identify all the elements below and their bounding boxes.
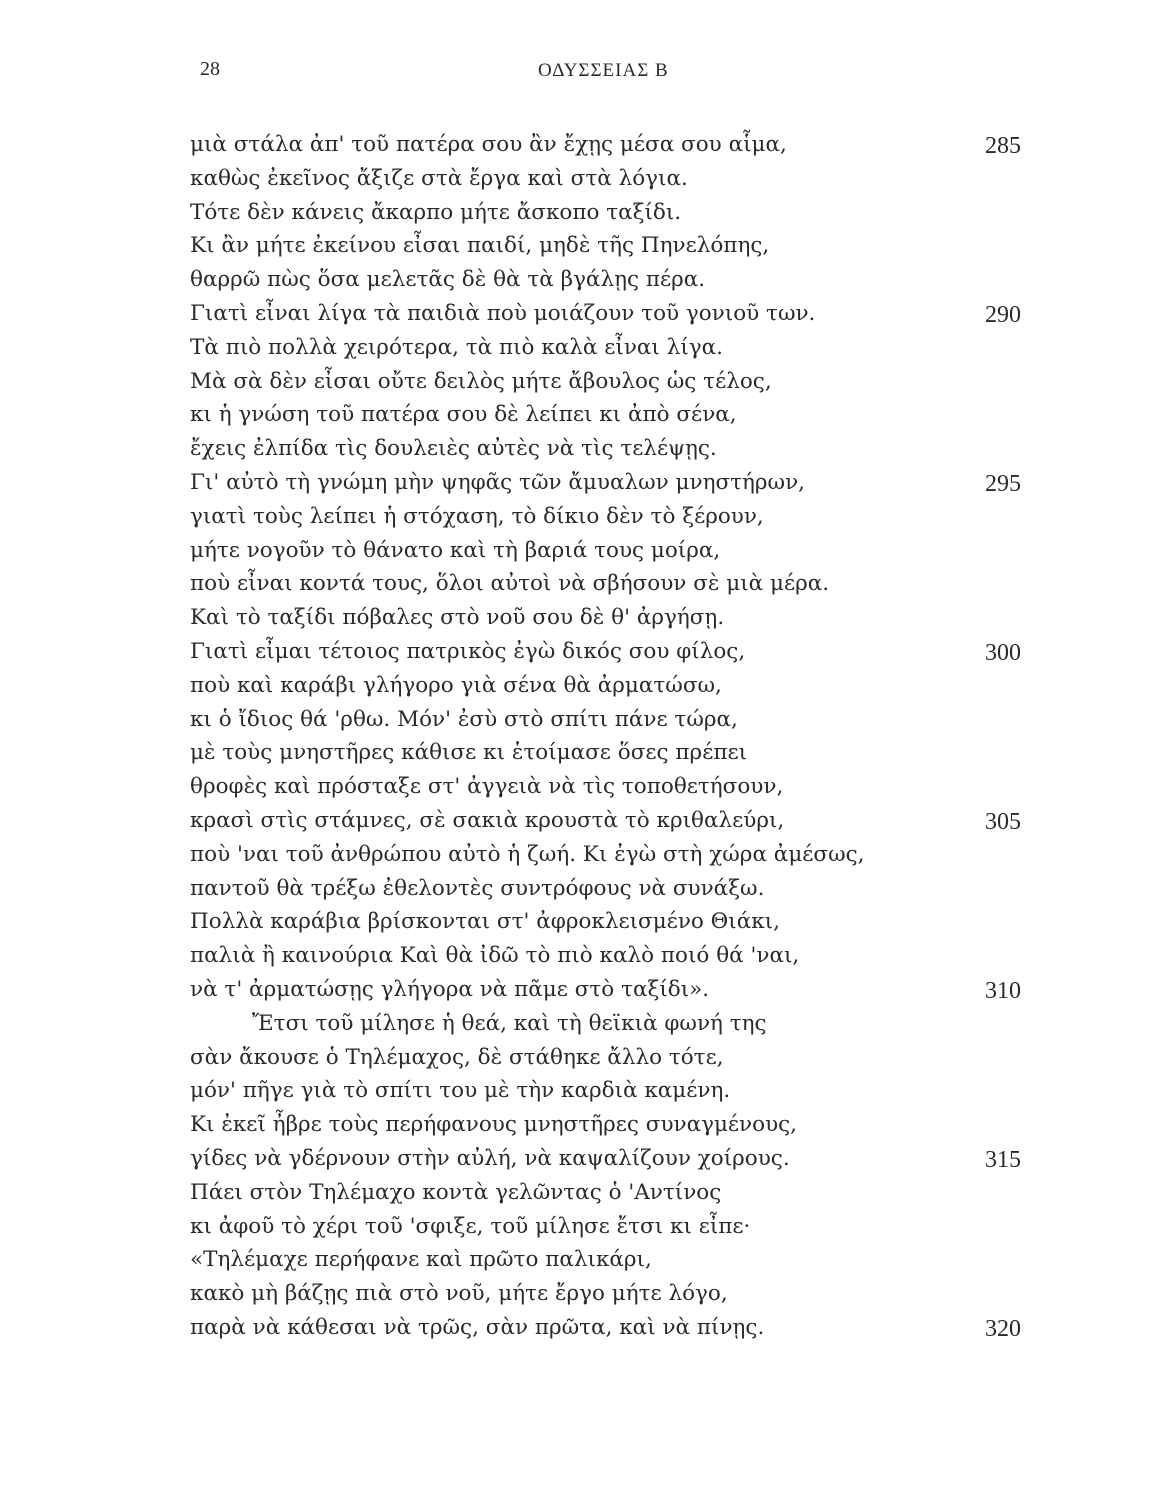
line-number: 290: [985, 301, 1021, 328]
verse-text: Ἔτσι τοῦ μίλησε ἡ θεά, καὶ τὴ θεϊκιὰ φωνή της: [252, 1010, 767, 1036]
verse-text: Πάει στὸν Τηλέμαχο κοντὰ γελῶντας ὁ 'Αντίνος: [190, 1179, 722, 1205]
verse-line: [190, 1142, 1090, 1176]
verse-text: παρὰ νὰ κάθεσαι νὰ τρῶς, σὰν πρῶτα, καὶ νὰ πίνῃς.: [190, 1314, 765, 1340]
verse-block: [190, 128, 1090, 1345]
verse-line: [190, 1041, 1090, 1075]
verse-line: [190, 770, 1090, 804]
verse-text: θροφὲς καὶ πρόσταξε στ' ἀγγειὰ νὰ τὶς τοποθετήσουν,: [190, 774, 784, 800]
verse-text: κι ἡ γνώση τοῦ πατέρα σου δὲ λείπει κι ἀπὸ σένα,: [190, 402, 737, 428]
verse-line: [190, 1311, 1090, 1345]
verse-line: [190, 263, 1090, 297]
verse-text: γιατὶ τοὺς λείπει ἡ στόχαση, τὸ δίκιο δὲν τὸ ξέρουν,: [190, 503, 764, 529]
verse-text: μὲ τοὺς μνηστῆρες κάθισε κι ἑτοίμασε ὅσες πρέπει: [190, 740, 748, 766]
verse-text: ποὺ 'ναι τοῦ ἀνθρώπου αὐτὸ ἡ ζωή. Κι ἐγὼ στὴ χώρα ἀμέσως,: [190, 841, 865, 867]
verse-text: Κι ἂν μήτε ἐκείνου εἶσαι παιδί, μηδὲ τῆς Πηνελόπης,: [190, 233, 770, 259]
verse-line: [190, 669, 1090, 703]
verse-line: [190, 905, 1090, 939]
verse-line: [190, 872, 1090, 906]
verse-line: [190, 162, 1090, 196]
verse-line: [190, 939, 1090, 973]
verse-line: [190, 1074, 1090, 1108]
line-number: 320: [985, 1315, 1021, 1342]
verse-line: [190, 804, 1090, 838]
verse-line: [190, 973, 1090, 1007]
verse-text: ποὺ εἶναι κοντά τους, ὅλοι αὐτοὶ νὰ σβήσουν σὲ μιὰ μέρα.: [190, 571, 830, 597]
verse-line: [190, 1243, 1090, 1277]
verse-line: [190, 838, 1090, 872]
verse-text: Τότε δὲν κάνεις ἄκαρπο μήτε ἄσκοπο ταξίδι.: [190, 199, 682, 225]
verse-line: [190, 466, 1090, 500]
verse-line: [190, 1210, 1090, 1244]
verse-text: γίδες νὰ γδέρνουν στὴν αὐλή, νὰ καψαλίζουν χοίρους.: [190, 1145, 790, 1171]
verse-line: [190, 1176, 1090, 1210]
verse-line: [190, 703, 1090, 737]
line-number: 315: [985, 1146, 1021, 1173]
verse-text: νὰ τ' ἀρματώσῃς γλήγορα νὰ πᾶμε στὸ ταξίδι».: [190, 976, 710, 1002]
verse-text: μιὰ στάλα ἀπ' τοῦ πατέρα σου ἂν ἔχῃς μέσα σου αἷμα,: [190, 132, 787, 157]
verse-line: [190, 601, 1090, 635]
verse-text: κρασὶ στὶς στάμνες, σὲ σακιὰ κρουστὰ τὸ κριθαλεύρι,: [190, 807, 785, 833]
verse-text: Πολλὰ καράβια βρίσκονται στ' ἀφροκλεισμένο Θιάκι,: [190, 909, 780, 935]
line-number: 310: [985, 977, 1021, 1004]
line-number: 285: [985, 133, 1021, 159]
verse-text: Καὶ τὸ ταξίδι πόβαλες στὸ νοῦ σου δὲ θ' ἀργήσῃ.: [190, 605, 725, 631]
verse-line: [190, 736, 1090, 770]
line-number: 300: [985, 639, 1021, 666]
page-number: 28: [200, 58, 220, 80]
verse-text: παντοῦ θὰ τρέξω ἐθελοντὲς συντρόφους νὰ συνάξω.: [190, 875, 765, 901]
verse-text: μόν' πῆγε γιὰ τὸ σπίτι του μὲ τὴν καρδιὰ καμένη.: [190, 1078, 731, 1104]
verse-line: [190, 229, 1090, 263]
verse-line: [190, 432, 1090, 466]
verse-line: [190, 297, 1090, 331]
line-number: 305: [985, 808, 1021, 835]
verse-line: [190, 500, 1090, 534]
verse-text: κι ὁ ἴδιος θά 'ρθω. Μόν' ἐσὺ στὸ σπίτι πάνε τώρα,: [190, 706, 738, 732]
verse-text: ποὺ καὶ καράβι γλήγορο γιὰ σένα θὰ ἀρματώσω,: [190, 672, 722, 698]
verse-text: καθὼς ἐκεῖνος ἄξιζε στὰ ἔργα καὶ στὰ λόγια.: [190, 165, 688, 191]
verse-line: [190, 1108, 1090, 1142]
verse-text: κι ἀφοῦ τὸ χέρι τοῦ 'σφιξε, τοῦ μίλησε ἔτσι κι εἶπε·: [190, 1213, 751, 1239]
verse-text: μήτε νογοῦν τὸ θάνατο καὶ τὴ βαριά τους μοίρα,: [190, 537, 721, 563]
verse-text: θαρρῶ πὼς ὅσα μελετᾶς δὲ θὰ τὰ βγάλῃς πέρα.: [190, 267, 706, 293]
verse-text: κακὸ μὴ βάζῃς πιὰ στὸ νοῦ, μήτε ἔργο μήτε λόγο,: [190, 1281, 728, 1307]
verse-line: [190, 635, 1090, 669]
verse-line: [190, 1277, 1090, 1311]
verse-line: [190, 534, 1090, 568]
verse-line: [190, 567, 1090, 601]
verse-line: [190, 196, 1090, 230]
verse-line: [190, 1007, 1090, 1041]
verse-line: [190, 128, 1090, 162]
verse-text: Μὰ σὰ δὲν εἶσαι οὔτε δειλὸς μήτε ἄβουλος ὡς τέλος,: [190, 368, 772, 394]
line-number: 295: [985, 470, 1021, 497]
verse-text: Κι ἐκεῖ ἦβρε τοὺς περήφανους μνηστῆρες συναγμένους,: [190, 1112, 798, 1138]
verse-text: σὰν ἄκουσε ὁ Τηλέμαχος, δὲ στάθηκε ἄλλο τότε,: [190, 1044, 724, 1070]
verse-text: παλιὰ ἢ καινούρια Καὶ θὰ ἰδῶ τὸ πιὸ καλὸ ποιό θά 'ναι,: [190, 943, 800, 969]
running-title: ΟΔΥΣΣΕΙΑΣ Β: [538, 60, 669, 81]
verse-text: ἔχεις ἐλπίδα τὶς δουλειὲς αὐτὲς νὰ τὶς τελέψῃς.: [190, 436, 717, 462]
verse-text: Γι' αὐτὸ τὴ γνώμη μὴν ψηφᾶς τῶν ἄμυαλων μνηστήρων,: [190, 469, 805, 495]
verse-text: Τὰ πιὸ πολλὰ χειρότερα, τὰ πιὸ καλὰ εἶναι λίγα.: [190, 334, 723, 360]
verse-text: Γιατὶ εἶναι λίγα τὰ παιδιὰ ποὺ μοιάζουν τοῦ γονιοῦ των.: [190, 300, 816, 326]
verse-line: [190, 331, 1090, 365]
verse-line: [190, 398, 1090, 432]
verse-text: Γιατὶ εἶμαι τέτοιος πατρικὸς ἐγὼ δικός σου φίλος,: [190, 638, 746, 664]
verse-text: «Τηλέμαχε περήφανε καὶ πρῶτο παλικάρι,: [190, 1247, 652, 1273]
verse-line: [190, 365, 1090, 399]
